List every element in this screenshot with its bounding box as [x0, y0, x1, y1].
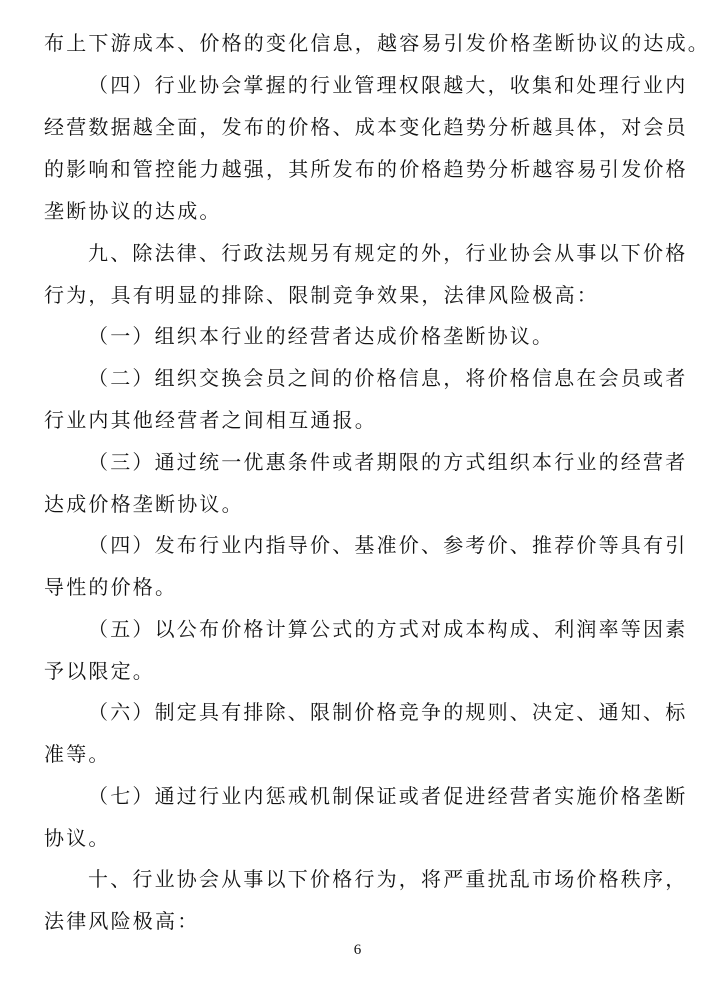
text-line: 达成价格垄断协议。 [44, 492, 244, 516]
text-line: 予以限定。 [44, 659, 155, 683]
text-line: 的影响和管控能力越强，其所发布的价格趋势分析越容易引发价格 [44, 157, 688, 181]
text-line: 布上下游成本、价格的变化信息，越容易引发价格垄断协议的达成。 [44, 31, 710, 55]
text-line: 行业内其他经营者之间相互通报。 [44, 408, 377, 432]
page-number: 6 [353, 942, 362, 958]
text-line: 经营数据越全面，发布的价格、成本变化趋势分析越具体，对会员 [44, 115, 688, 139]
text-line: （七）通过行业内惩戒机制保证或者促进经营者实施价格垄断 [88, 784, 688, 808]
text-line: 导性的价格。 [44, 575, 178, 599]
text-line: 协议。 [44, 826, 111, 850]
text-line: 垄断协议的达成。 [44, 199, 222, 223]
text-line: 准等。 [44, 742, 111, 766]
text-line: 法律风险极高： [44, 909, 200, 933]
text-line: （三）通过统一优惠条件或者期限的方式组织本行业的经营者 [88, 450, 688, 474]
text-line: （二）组织交换会员之间的价格信息，将价格信息在会员或者 [88, 366, 688, 390]
text-line: （四）发布行业内指导价、基准价、参考价、推荐价等具有引 [88, 533, 688, 557]
text-line: （六）制定具有排除、限制价格竞争的规则、决定、通知、标 [88, 700, 688, 724]
text-line: 十、行业协会从事以下价格行为，将严重扰乱市场价格秩序， [88, 867, 688, 891]
text-line: （一）组织本行业的经营者达成价格垄断协议。 [88, 324, 555, 348]
text-line: 行为，具有明显的排除、限制竞争效果，法律风险极高： [44, 283, 599, 307]
text-line: 九、除法律、行政法规另有规定的外，行业协会从事以下价格 [88, 241, 688, 265]
text-line: （五）以公布价格计算公式的方式对成本构成、利润率等因素 [88, 617, 688, 641]
text-line: （四）行业协会掌握的行业管理权限越大，收集和处理行业内 [88, 73, 688, 97]
